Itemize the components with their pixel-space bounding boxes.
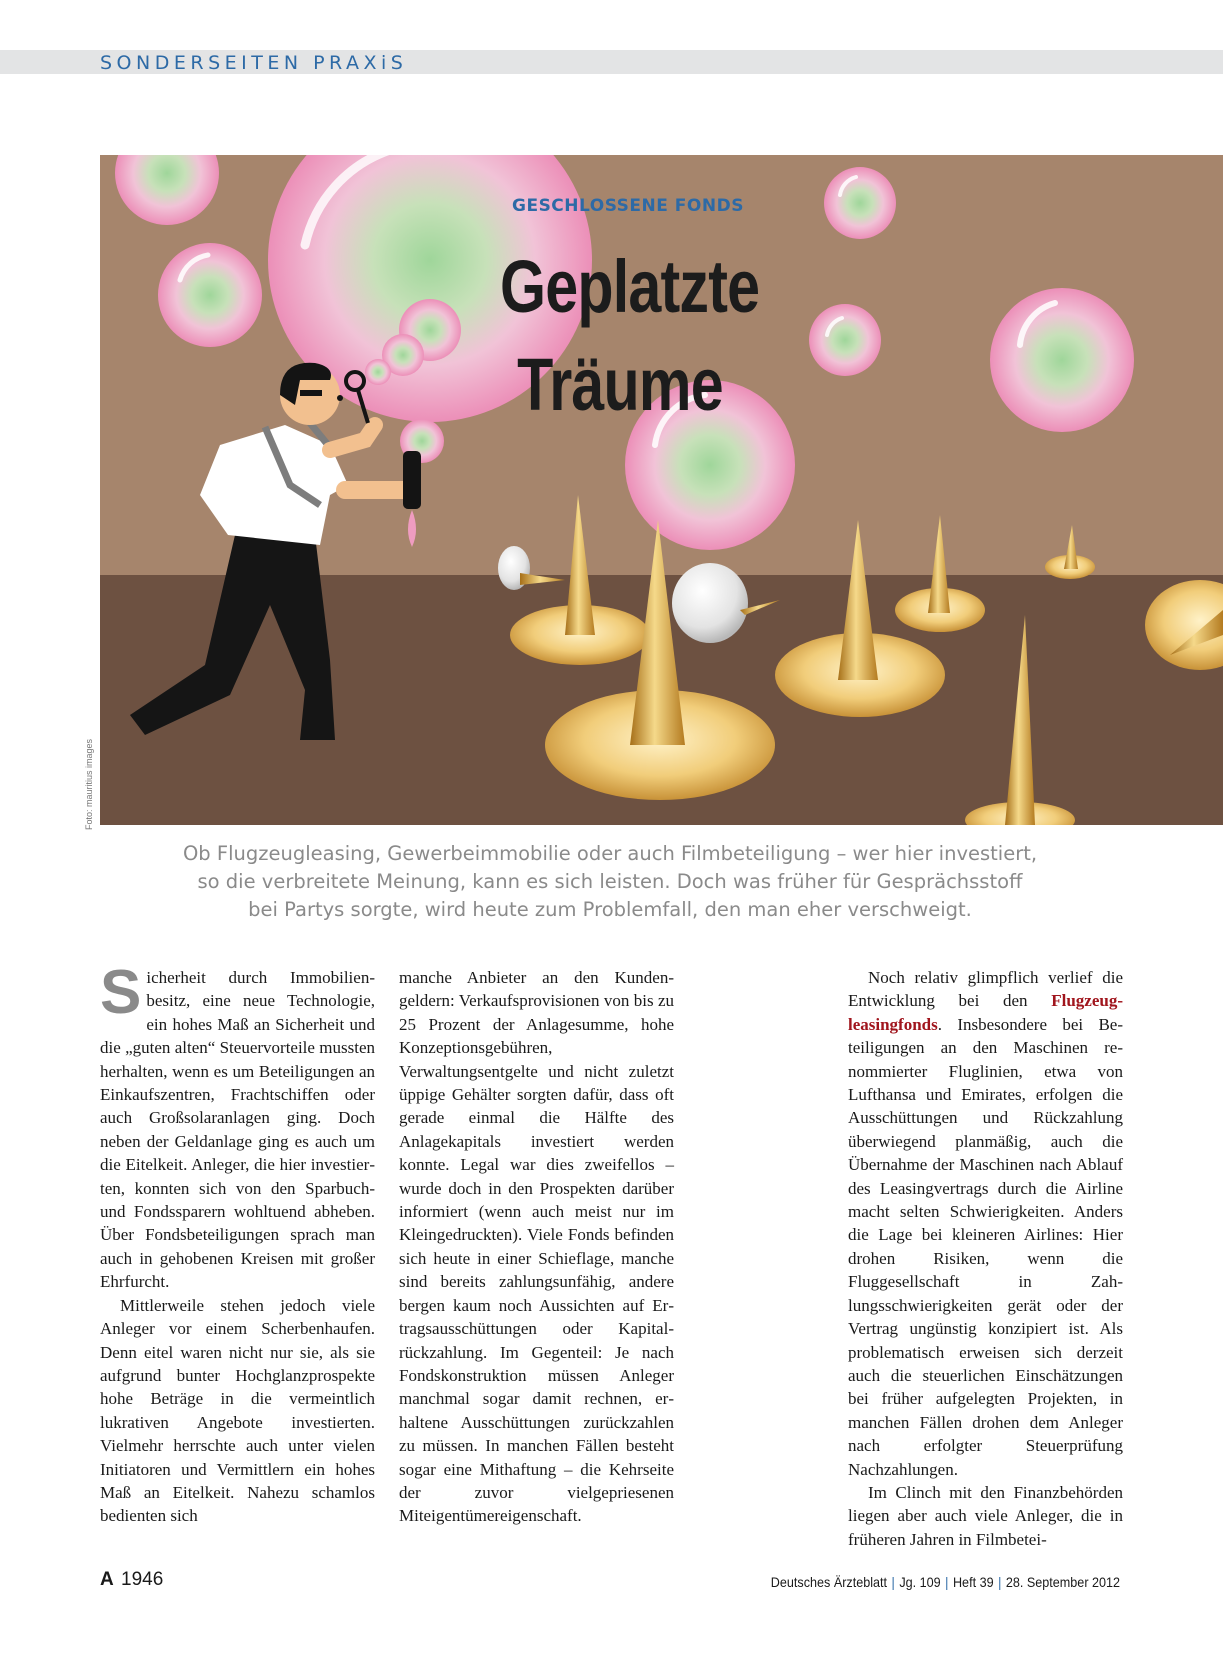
article-lead bbox=[140, 840, 1080, 924]
article-headline bbox=[500, 238, 760, 434]
section-header-title: SONDERSEITEN PRAXiS bbox=[100, 52, 408, 74]
paragraph: Noch relativ glimpflich verlief die Entwicklung bei den Flugzeugleasingfonds. Insbesondere bei Beteiligungen an den Maschinen renommierter Fluglinien, etwa von Lufthansa und Emirates, erfolgen die Ausschüttungen und Rückzahlung überwiegend planmäßig, auch die Übernahme der Maschinen nach Ablauf des Leasingvertrags durch die Airline macht selten Schwierigkeiten. Anders die Lage bei kleineren Airlines: Hier drohen Risiken, wenn die Fluggesellschaft in Zahlungsschwierigkeiten gerät oder der Vertrag ungünstig konzipiert ist. Als problematisch erweisen sich derzeit auch die steuerlichen Einschätzungen bei früher aufgelegten Projekten, in manchen Fällen drohen dem Anleger nach erfolgter Steuerprüfung Nachzahlungen. bbox=[848, 968, 1123, 1479]
lead-line-2: so die verbreitete Meinung, kann es sich leisten. Doch was früher für Gesprächsstoff bbox=[197, 870, 1023, 893]
photo-credit: Foto: mauritius images bbox=[84, 738, 94, 830]
page-number: A 1946 bbox=[100, 1569, 164, 1590]
paragraph: manche Anbieter an den Kundengeldern: Verkaufsprovisionen von bis zu 25 Prozent der Anlagesumme, hohe Konzeptionsgebühren, Verwaltungsentgelte und nicht zuletzt üppige Gehälter sorgten dafür, dass oft gerade einmal die Hälfte des Anlagekapitals investiert werden konnte. Legal war dies zweifellos – wurde doch in den Prospekten darüber informiert (wenn auch meist nur im Kleingedruckten). Viele Fonds befinden sich heute in einer Schieflage, manche sind bereits zahlungsunfähig, andere bergen kaum noch Aussichten auf Ertragsausschüttungen oder Kapitalrückzahlung. Im Gegenteil: Je nach Fondskonstruktion müssen Anleger manchmal sogar damit rechnen, erhaltene Ausschüttungen zurückzahlen zu müssen. In manchen Fällen besteht sogar eine Mithaftung – die Kehrseite der zuvor vielgepriesenen Miteigentümereigenschaft. bbox=[399, 968, 674, 1526]
journal-issue: Heft 39 bbox=[952, 1574, 994, 1590]
highlight-term: Flugzeugleasingfonds bbox=[848, 991, 1123, 1034]
lead-line-1: Ob Flugzeugleasing, Gewerbeimmobilie oder auch Filmbeteiligung – wer hier investiert, bbox=[182, 842, 1038, 865]
lead-line-3: bei Partys sorgte, wird heute zum Problemfall, den man eher verschweigt. bbox=[248, 898, 972, 921]
headline-line-2: Träume bbox=[517, 343, 723, 426]
journal-volume: Jg. 109 bbox=[899, 1574, 941, 1590]
paragraph: Mittlerweile stehen jedoch viele Anleger vor einem Scherbenhaufen. Denn eitel waren nicht nur sie, als sie aufgrund bunter Hochglanzprospekte hohe Beträge in die vermeintlich lukrativen Angebote investierten. Vielmehr herrschte auch unter vielen Initiatoren und Vermittlern ein hohes Maß an Eitelkeit. Nahezu schamlos bedienten sich bbox=[100, 1295, 375, 1526]
journal-name: Deutsches Ärzteblatt bbox=[770, 1574, 888, 1590]
headline-line-1: Geplatzte bbox=[500, 245, 760, 328]
article-column-1 bbox=[100, 958, 375, 1528]
journal-footer: Deutsches Ärzteblatt | Jg. 109 | Heft 39 | 28. September 2012 bbox=[770, 1574, 1120, 1590]
paragraph: Sicherheit durch Immobilienbesitz, eine neue Technologie, ein hohes Maß an Sicherheit und die „guten alten“ Steuervorteile mussten herhalten, wenn es um Beteiligungen an Einkaufszentren, Frachtschiffen oder auch Großsolaranlagen ging. Doch neben der Geldanlage ging es auch um die Eitelkeit. Anleger, die hier investierten, konnten sich von den Sparbuch- und Fondssparern wohltuend abheben. Über Fondsbeteiligungen sprach man auch in gehobenen Kreisen mit großer Ehrfurcht. bbox=[100, 958, 375, 1292]
drop-cap: S bbox=[100, 958, 142, 1027]
journal-date: 28. September 2012 bbox=[1005, 1574, 1120, 1590]
article-column-2 bbox=[399, 966, 674, 1528]
paragraph: Im Clinch mit den Finanzbehörden liegen aber auch viele Anleger, die in früheren Jahren in Filmbetei- bbox=[848, 1482, 1123, 1549]
article-column-3 bbox=[848, 966, 1123, 1551]
